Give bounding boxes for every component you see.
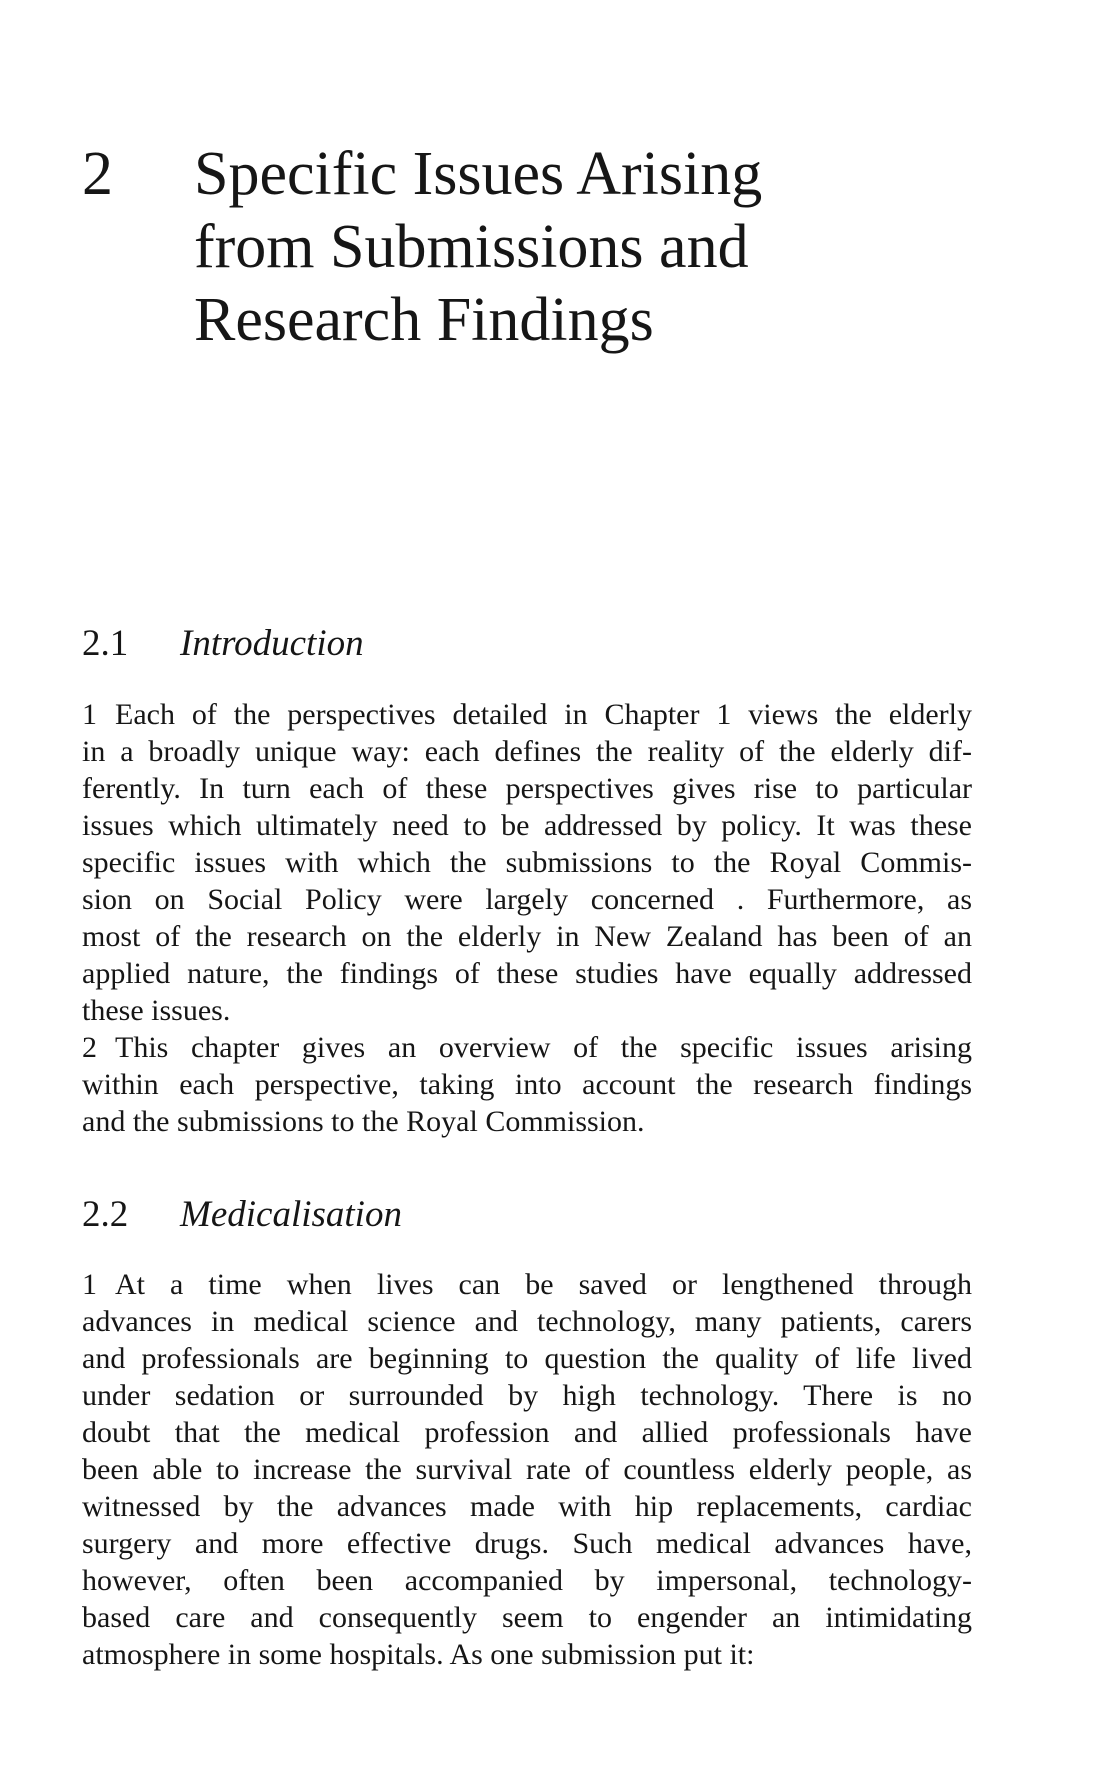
paragraph-line: doubt that the medical profession and allied professionals have — [82, 1416, 972, 1449]
paragraph-line: witnessed by the advances made with hip replacements, cardiac — [82, 1490, 972, 1523]
section-body-medicalisation — [82, 1266, 972, 1673]
paragraph-line: in a broadly unique way: each defines the reality of the elderly dif- — [82, 735, 972, 768]
paragraph-line: advances in medical science and technology, many patients, carers — [82, 1305, 972, 1338]
chapter-title — [194, 138, 954, 357]
chapter-number: 2 — [82, 140, 113, 208]
paragraph-line: issues which ultimately need to be addressed by policy. It was these — [82, 809, 972, 842]
paragraph-line: under sedation or surrounded by high technology. There is no — [82, 1379, 972, 1412]
paragraph-line: 2 This chapter gives an overview of the specific issues arising — [82, 1031, 972, 1064]
paragraph-line: within each perspective, taking into account the research findings — [82, 1068, 972, 1101]
paragraph-line: these issues. — [82, 994, 231, 1027]
paragraph-line: ferently. In turn each of these perspectives gives rise to particular — [82, 772, 972, 805]
chapter-title-line: Research Findings — [194, 286, 654, 354]
paragraph-line: and professionals are beginning to question the quality of life lived — [82, 1342, 972, 1375]
section-heading-introduction — [82, 622, 364, 666]
paragraph-number: 2 — [82, 1031, 97, 1064]
paragraph — [82, 1266, 972, 1673]
section-number: 2.1 — [82, 623, 129, 664]
paragraph-line: and the submissions to the Royal Commission. — [82, 1105, 645, 1138]
paragraph-line: atmosphere in some hospitals. As one submission put it: — [82, 1638, 755, 1671]
paragraph — [82, 696, 972, 1029]
paragraph-line: 1 At a time when lives can be saved or lengthened through — [82, 1268, 972, 1301]
section-title: Introduction — [180, 623, 364, 664]
paragraph-line: most of the research on the elderly in New Zealand has been of an — [82, 920, 972, 953]
section-title: Medicalisation — [180, 1194, 402, 1235]
paragraph-line: based care and consequently seem to engender an intimidating — [82, 1601, 972, 1634]
paragraph-line: been able to increase the survival rate of countless elderly people, as — [82, 1453, 972, 1486]
paragraph-line: 1 Each of the perspectives detailed in Chapter 1 views the elderly — [82, 698, 972, 731]
paragraph-number: 1 — [82, 698, 97, 731]
paragraph — [82, 1029, 972, 1140]
section-number: 2.2 — [82, 1194, 129, 1235]
paragraph-line: however, often been accompanied by impersonal, technology- — [82, 1564, 972, 1597]
paragraph-line: specific issues with which the submissions to the Royal Commis- — [82, 846, 972, 879]
paragraph-line: applied nature, the findings of these studies have equally addressed — [82, 957, 972, 990]
paragraph-line: sion on Social Policy were largely concerned . Furthermore, as — [82, 883, 972, 916]
paragraph-number: 1 — [82, 1268, 97, 1301]
chapter-title-line: Specific Issues Arising — [194, 140, 763, 208]
section-heading-medicalisation — [82, 1193, 402, 1237]
section-body-introduction — [82, 696, 972, 1140]
paragraph-line: surgery and more effective drugs. Such medical advances have, — [82, 1527, 972, 1560]
chapter-title-line: from Submissions and — [194, 213, 749, 281]
